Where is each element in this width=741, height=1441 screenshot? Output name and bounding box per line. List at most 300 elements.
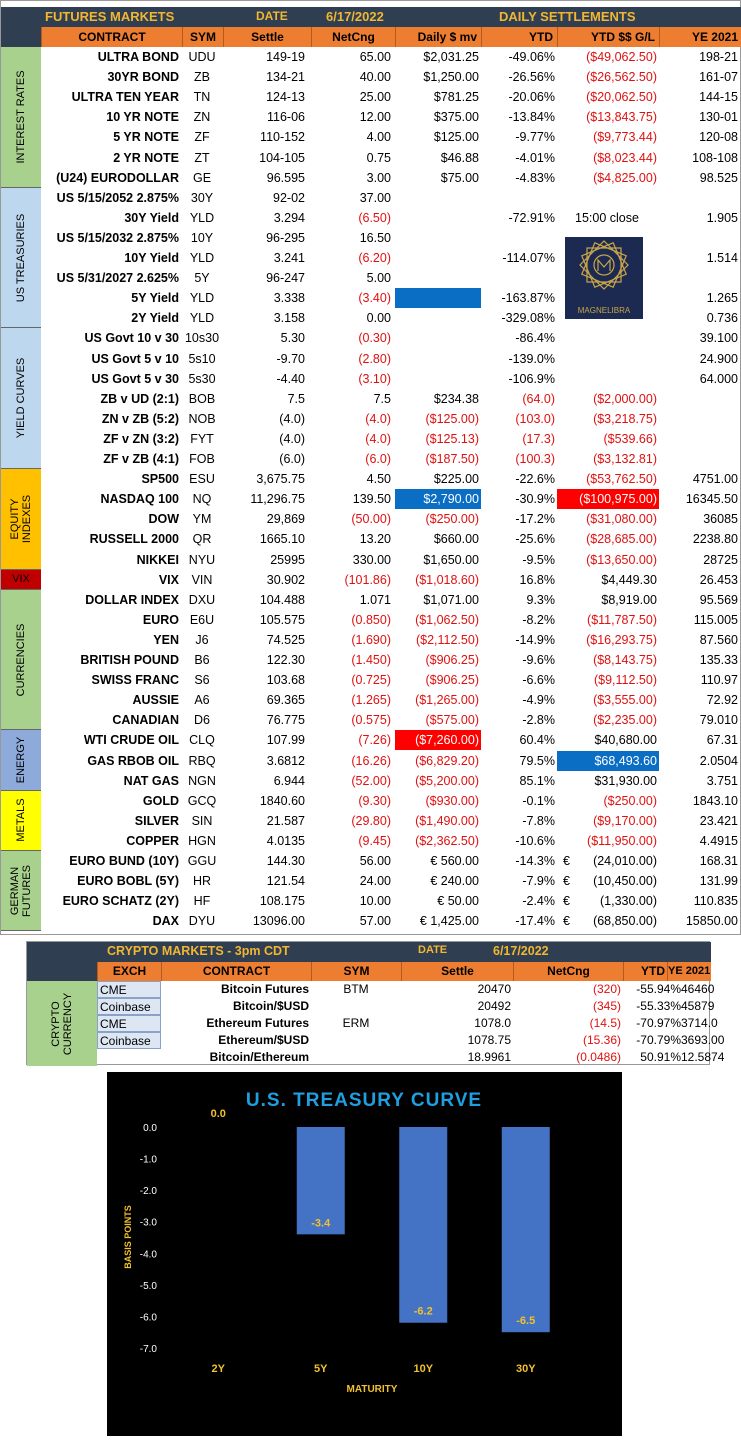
crypto-cell-netcng: (15.36): [582, 1033, 621, 1047]
cell-ytd: -26.56%: [508, 70, 555, 85]
cell-ye2021: 144-15: [699, 90, 738, 105]
crypto-cell-ye2021: 12.5874: [681, 1050, 725, 1064]
cell-sym: GGU: [187, 854, 217, 868]
cell-ytd: (17.3): [522, 431, 555, 446]
col-daily-mv: Daily $ mv: [395, 27, 481, 47]
daily-settlements-title: DAILY SETTLEMENTS: [499, 9, 636, 24]
table-row: [41, 328, 741, 348]
cell-settle: 1840.60: [259, 793, 305, 808]
cell-daily-mv: ($6,829.20): [415, 753, 479, 768]
cell-contract: SILVER: [134, 813, 179, 828]
data-label-10Y: -6.2: [413, 1305, 433, 1318]
cell-sym: YM: [192, 512, 212, 527]
cell-netcng: (3.40): [358, 291, 391, 306]
cell-settle: 30.902: [266, 572, 305, 587]
cell-ytd: -7.9%: [522, 874, 555, 889]
cell-ytd: -20.06%: [508, 90, 555, 105]
cell-daily-mv: ($930.00): [425, 793, 479, 808]
cell-sym: D6: [194, 713, 210, 728]
cell-netcng: 4.50: [366, 472, 391, 487]
cell-settle: 29,869: [266, 512, 305, 527]
cell-ytd: -9.6%: [522, 653, 555, 667]
cell-daily-mv: ($2,362.50): [415, 833, 479, 848]
col-ye2021: YE 2021: [659, 27, 741, 47]
table-row: [41, 730, 741, 750]
cell-daily-mv: [395, 248, 481, 268]
cell-daily-mv: $2,790.00: [395, 489, 481, 509]
cell-ye2021: [659, 409, 741, 429]
cell-ytd: 16.8%: [519, 572, 555, 587]
cell-sym: ESU: [189, 472, 215, 487]
cell-ytd: -14.9%: [515, 632, 555, 647]
cell-sym: HF: [193, 894, 211, 909]
cell-contract: EURO: [142, 612, 179, 627]
cell-netcng: (6.50): [358, 210, 391, 225]
cell-settle: -9.70: [276, 351, 305, 366]
cell-ytd-gl: ($28,685.00): [586, 532, 657, 547]
cell-ytd-gl: ($20,062.50): [586, 90, 657, 105]
cell-sym: 10Y: [190, 230, 214, 245]
x-tick-label-2Y: 2Y: [211, 1363, 225, 1375]
cell-ytd: [481, 188, 557, 208]
crypto-cell-ytd: -55.94%: [636, 982, 681, 996]
cell-sym: DXU: [188, 592, 216, 607]
cell-ytd-gl: ($8,143.75): [593, 653, 657, 667]
table-row: [41, 650, 741, 670]
cell-daily-mv: € 560.00: [430, 854, 479, 868]
cell-netcng: (4.0): [365, 411, 391, 426]
cell-ytd: -139.0%: [508, 351, 555, 366]
cell-contract: SWISS FRANC: [91, 673, 179, 688]
crypto-cell-exch: CME: [97, 1015, 161, 1032]
cell-netcng: (0.850): [351, 612, 391, 627]
cell-sym: NYU: [188, 552, 216, 567]
crypto-col-netcng: NetCng: [513, 962, 623, 981]
y-tick-label: -4.0: [139, 1249, 157, 1261]
cell-contract: 5Y Yield: [131, 291, 179, 306]
cell-ye2021: [659, 429, 741, 449]
euro-symbol: €: [563, 874, 570, 889]
cell-ye2021: 2.0504: [699, 753, 738, 768]
cell-settle: 5.30: [280, 331, 305, 346]
cell-sym: NOB: [188, 411, 216, 426]
cell-daily-mv: $234.38: [433, 391, 479, 406]
cell-daily-mv: ($906.25): [425, 673, 479, 688]
section-german-futures: [1, 851, 41, 931]
cell-daily-mv: [395, 188, 481, 208]
cell-ytd: -9.5%: [522, 552, 555, 567]
cell-contract: NAT GAS: [123, 773, 179, 788]
cell-daily-mv: € 240.00: [430, 874, 479, 889]
cell-netcng: 13.20: [359, 532, 391, 547]
section-equity-indexes: [1, 469, 41, 570]
table-row: [41, 690, 741, 710]
cell-ye2021: 64.000: [699, 371, 738, 386]
cell-daily-mv: $46.88: [440, 150, 479, 165]
cell-netcng: 7.5: [373, 391, 391, 406]
cell-settle: 124-13: [266, 90, 305, 105]
cell-netcng: (50.00): [351, 512, 391, 527]
logo-text: MAGNELIBRA: [577, 306, 631, 315]
cell-ye2021: 4.4915: [699, 833, 738, 848]
y-axis-label: BASIS POINTS: [123, 1205, 133, 1269]
cell-contract: 30YR BOND: [107, 70, 179, 85]
cell-contract: EURO BUND (10Y): [69, 854, 179, 868]
cell-ye2021: 3.751: [706, 773, 738, 788]
cell-sym: HGN: [188, 833, 216, 848]
crypto-col-ye2021: YE 2021: [667, 962, 711, 981]
cell-netcng: 10.00: [359, 894, 391, 909]
cell-settle: 96-295: [266, 230, 305, 245]
cell-ytd-gl: ($4,825.00): [593, 170, 657, 185]
section-interest-rates: [1, 47, 41, 188]
cell-ytd-gl: ($11,787.50): [587, 612, 657, 627]
crypto-col-sym: SYM: [311, 962, 401, 981]
data-label-2Y: 0.0: [210, 1108, 226, 1120]
table-row: [41, 429, 741, 449]
cell-contract: NASDAQ 100: [100, 492, 179, 507]
crypto-cell-ytd: -55.33%: [636, 999, 681, 1013]
crypto-cell-contract: Bitcoin/Ethereum: [209, 1050, 309, 1064]
cell-ytd: -8.2%: [522, 612, 555, 627]
table-row: [41, 409, 741, 429]
table-row: [41, 127, 741, 147]
cell-daily-mv: $1,650.00: [423, 552, 479, 567]
x-tick-label-30Y: 30Y: [515, 1363, 536, 1375]
cell-sym: 5s30: [188, 371, 216, 386]
cell-ytd-gl: [557, 369, 659, 389]
cell-daily-mv: [395, 308, 481, 328]
crypto-cell-contract: Bitcoin Futures: [220, 982, 309, 996]
crypto-row: [97, 1049, 725, 1066]
cell-sym: B6: [194, 653, 210, 667]
x-axis-label: MATURITY: [346, 1384, 398, 1395]
cell-contract: 10Y Yield: [124, 251, 179, 265]
cell-daily-mv: ($1,265.00): [415, 693, 479, 708]
cell-contract: US 5/15/2032 2.875%: [56, 230, 179, 245]
cell-netcng: 37.00: [359, 190, 391, 205]
cell-contract: DOLLAR INDEX: [85, 592, 179, 607]
cell-daily-mv: [395, 288, 481, 308]
cell-ytd: [481, 268, 557, 288]
table-row: [41, 570, 741, 590]
cell-contract: EURO SCHATZ (2Y): [62, 894, 179, 909]
cell-netcng: (6.0): [365, 452, 391, 466]
cell-daily-mv: ($906.25): [425, 653, 479, 667]
cell-settle: (4.0): [279, 431, 305, 446]
cell-ytd: -17.4%: [515, 914, 555, 929]
crypto-cell-ye2021: 46460: [681, 982, 715, 996]
table-row: [41, 550, 741, 570]
table-row: [41, 630, 741, 650]
cell-ytd: (64.0): [522, 391, 555, 406]
crypto-cell-settle: 1078.75: [467, 1033, 511, 1047]
section-yield-curves: [1, 328, 41, 469]
cell-settle: 108.175: [259, 894, 305, 909]
cell-netcng: 1.071: [359, 592, 391, 607]
cell-ytd-gl: $31,930.00: [594, 773, 657, 788]
col-settle: Settle: [223, 27, 311, 47]
cell-settle: 103.68: [266, 673, 305, 688]
y-tick-label: 0.0: [143, 1123, 157, 1134]
crypto-cell-settle: 18.9961: [467, 1050, 511, 1064]
y-tick-label: -6.0: [139, 1312, 157, 1324]
crypto-cell-contract: Bitcoin/$USD: [232, 999, 309, 1013]
cell-ye2021: 168.31: [699, 854, 738, 868]
cell-ytd: 85.1%: [519, 773, 555, 788]
crypto-row: [97, 981, 715, 998]
cell-netcng: (7.26): [358, 733, 391, 748]
cell-ytd: -14.3%: [515, 854, 555, 868]
date-label: DATE: [256, 9, 288, 23]
cell-ye2021: 1.905: [706, 210, 738, 225]
cell-contract: US 5/31/2027 2.625%: [56, 271, 179, 286]
cell-ye2021: 2238.80: [692, 532, 738, 547]
cell-daily-mv: $660.00: [433, 532, 479, 547]
crypto-cell-netcng: (345): [592, 999, 621, 1013]
cell-daily-mv: ($125.13): [425, 431, 479, 446]
cell-settle: 76.775: [266, 713, 305, 728]
table-row: [41, 87, 741, 107]
cell-ytd-gl: ($53,762.50): [586, 472, 657, 487]
cell-daily-mv: ($1,018.60): [415, 572, 479, 587]
cell-sym: GCQ: [187, 793, 217, 808]
crypto-cell-netcng: (14.5): [589, 1016, 621, 1030]
cell-ytd: -0.1%: [522, 793, 555, 808]
cell-ytd-gl: [557, 911, 659, 931]
table-row: [41, 871, 741, 891]
cell-daily-mv: ($125.00): [425, 411, 479, 426]
cell-ytd: -30.9%: [515, 492, 555, 507]
cell-sym: BOB: [188, 391, 216, 406]
cell-ytd: -4.9%: [522, 693, 555, 708]
cell-ytd: (100.3): [515, 452, 555, 466]
cell-sym: SIN: [191, 813, 213, 828]
cell-ye2021: 24.900: [699, 351, 738, 366]
cell-sym: 10s30: [184, 331, 220, 346]
futures-column-headers: [1, 27, 741, 47]
cell-sym: HR: [192, 874, 212, 889]
cell-contract: NIKKEI: [136, 552, 179, 567]
cell-sym: ZN: [193, 110, 211, 125]
cell-ye2021: 1.514: [706, 251, 738, 265]
cell-ytd-gl: [557, 891, 659, 911]
cell-settle: 110-152: [260, 130, 305, 145]
cell-sym: CLQ: [189, 733, 215, 748]
crypto-title: CRYPTO MARKETS - 3pm CDT: [107, 944, 290, 958]
crypto-cell-ytd: -70.79%: [636, 1033, 681, 1047]
cell-daily-mv: $225.00: [433, 472, 479, 487]
cell-ytd-gl: ($3,555.00): [593, 693, 657, 708]
cell-netcng: 16.50: [359, 230, 391, 245]
cell-settle: (4.0): [279, 411, 305, 426]
cell-ytd-gl: $40,680.00: [594, 733, 657, 748]
cell-contract: (U24) EURODOLLAR: [56, 170, 179, 185]
chart-title: U.S. TREASURY CURVE: [245, 1090, 483, 1111]
cell-contract: DOW: [148, 512, 179, 527]
cell-ytd-gl: ($16,293.75): [586, 632, 657, 647]
cell-contract: ZF v ZN (3:2): [103, 431, 179, 446]
crypto-cell-ytd: 50.91%: [640, 1050, 681, 1064]
cell-contract: GAS RBOB OIL: [87, 753, 179, 768]
crypto-section-text: CRYPTO CURRENCY: [50, 992, 74, 1055]
cell-ytd: 60.4%: [519, 733, 555, 748]
cell-settle: 92-02: [273, 190, 305, 205]
cell-netcng: 330.00: [352, 552, 391, 567]
cell-netcng: 139.50: [352, 492, 391, 507]
crypto-cell-netcng: (320): [592, 982, 621, 996]
cell-ytd-gl: [557, 328, 659, 348]
cell-ye2021: 110.835: [693, 894, 738, 909]
section-us-treasuries: [1, 188, 41, 329]
cell-ytd-gl: [557, 188, 659, 208]
cell-sym: S6: [194, 673, 210, 688]
crypto-cell-ytd: -70.97%: [636, 1016, 681, 1030]
cell-contract: 10 YR NOTE: [106, 110, 179, 125]
crypto-cell-sym: ERM: [342, 1016, 370, 1030]
table-row: [41, 831, 741, 851]
cell-ytd: (103.0): [515, 411, 555, 426]
magnelibra-logo: [565, 237, 643, 319]
section-label: VIX: [12, 573, 30, 586]
cell-ytd-gl: ($11,950.00): [587, 833, 657, 848]
cell-settle: 1665.10: [259, 532, 305, 547]
section-label: CURRENCIES: [15, 623, 27, 696]
cell-netcng: (1.450): [351, 653, 391, 667]
cell-netcng: 25.00: [359, 90, 391, 105]
cell-contract: ZF v ZB (4:1): [103, 452, 179, 466]
cell-netcng: (1.690): [351, 632, 391, 647]
cell-settle: 107.99: [266, 733, 305, 748]
cell-ye2021: 72.92: [706, 693, 738, 708]
cell-ye2021: 16345.50: [685, 492, 738, 507]
cell-ytd: -7.8%: [522, 813, 555, 828]
crypto-cell-exch: Coinbase: [97, 998, 161, 1015]
cell-contract: US 5/15/2052 2.875%: [56, 190, 179, 205]
cell-ytd-gl: $8,919.00: [601, 592, 657, 607]
cell-ytd: -329.08%: [501, 311, 555, 326]
cell-sym: ZT: [194, 150, 210, 165]
cell-ytd-gl: ($13,843.75): [586, 110, 657, 125]
cell-ye2021: 98.525: [699, 170, 738, 185]
cell-ytd-gl: ($8,023.44): [593, 150, 657, 165]
cell-ytd-gl: ($3,218.75): [593, 411, 657, 426]
cell-settle: 6.944: [273, 773, 305, 788]
cell-ye2021: [659, 188, 741, 208]
y-tick-label: -1.0: [139, 1154, 157, 1166]
cell-contract: 2 YR NOTE: [113, 150, 179, 165]
table-row: [41, 208, 741, 228]
cell-sym: DYU: [188, 914, 216, 929]
cell-ytd: -2.8%: [522, 713, 555, 728]
table-row: [41, 751, 741, 771]
cell-contract: WTI CRUDE OIL: [83, 733, 179, 748]
cell-ytd: [481, 228, 557, 248]
cell-ye2021: 110.97: [700, 673, 738, 688]
cell-ytd-gl: ($9,112.50): [593, 673, 657, 688]
crypto-cell-contract: Ethereum/$USD: [218, 1033, 309, 1047]
cell-ytd: -22.6%: [515, 472, 555, 487]
section-label: ENERGY: [15, 736, 27, 784]
cell-daily-mv: $2,031.25: [423, 50, 479, 64]
cell-settle: 149-19: [266, 50, 305, 64]
table-row: [41, 369, 741, 389]
cell-settle: 116-06: [267, 110, 305, 125]
cell-sym: YLD: [189, 311, 215, 326]
cell-settle: 3.294: [273, 210, 305, 225]
data-label-5Y: -3.4: [311, 1217, 331, 1230]
cell-sym: NQ: [192, 492, 212, 507]
cell-ytd-gl: ($539.66): [603, 431, 657, 446]
x-tick-label-5Y: 5Y: [314, 1363, 328, 1375]
section-label: US TREASURIES: [15, 213, 27, 302]
section-currencies: [1, 590, 41, 731]
cell-netcng: 12.00: [359, 110, 391, 125]
crypto-cell-exch: CME: [97, 981, 161, 998]
futures-title: FUTURES MARKETS: [45, 9, 175, 24]
cell-settle: 3.338: [273, 291, 305, 306]
col-netcng: NetCng: [311, 27, 395, 47]
cell-ye2021: 79.010: [699, 713, 738, 728]
crypto-col-exch: EXCH: [97, 962, 161, 981]
section-vix: [1, 570, 41, 590]
cell-settle: 7.5: [287, 391, 305, 406]
cell-ye2021: 130-01: [699, 110, 738, 125]
cell-ytd-gl: ($49,062.50): [586, 50, 657, 64]
cell-sym: 30Y: [190, 190, 214, 205]
cell-daily-mv: $375.00: [433, 110, 479, 125]
cell-ytd-gl: 15:00 close: [575, 210, 639, 225]
bar-30Y: [502, 1127, 550, 1332]
cell-contract: 30Y Yield: [124, 210, 179, 225]
cell-contract: EURO BOBL (5Y): [77, 874, 179, 889]
cell-contract: ULTRA BOND: [97, 50, 179, 64]
cell-sym: NGN: [188, 773, 216, 788]
cell-settle: 104.488: [259, 592, 305, 607]
cell-settle: (6.0): [279, 452, 305, 466]
cell-contract: DAX: [152, 914, 179, 929]
col-contract: CONTRACT: [41, 27, 182, 47]
crypto-col-ytd: YTD: [623, 962, 667, 981]
cell-contract: COPPER: [126, 833, 179, 848]
cell-ytd: -72.91%: [508, 210, 555, 225]
cell-netcng: (29.80): [351, 813, 391, 828]
col-sym: SYM: [182, 27, 223, 47]
cell-netcng: (0.575): [351, 713, 391, 728]
table-row: [41, 188, 741, 208]
table-row: [41, 168, 741, 188]
cell-sym: FOB: [189, 452, 215, 466]
cell-daily-mv: [395, 228, 481, 248]
cell-sym: YLD: [189, 210, 215, 225]
cell-ye2021: 0.736: [706, 311, 738, 326]
cell-ye2021: 95.569: [699, 592, 738, 607]
table-row: [41, 489, 741, 509]
cell-ytd-gl: ($13,650.00): [586, 552, 657, 567]
cell-ye2021: 4751.00: [692, 472, 738, 487]
crypto-cell-exch: Coinbase: [97, 1032, 161, 1049]
cell-ye2021: [659, 389, 741, 409]
table-row: [41, 811, 741, 831]
cell-ytd: -2.4%: [522, 894, 555, 909]
crypto-cell-settle: 20492: [477, 999, 511, 1013]
cell-contract: US Govt 5 v 10: [91, 351, 179, 366]
cell-netcng: 56.00: [359, 854, 391, 868]
table-row: [41, 529, 741, 549]
cell-contract: RUSSELL 2000: [89, 532, 179, 547]
table-row: [41, 771, 741, 791]
cell-ytd: -163.87%: [501, 291, 555, 306]
